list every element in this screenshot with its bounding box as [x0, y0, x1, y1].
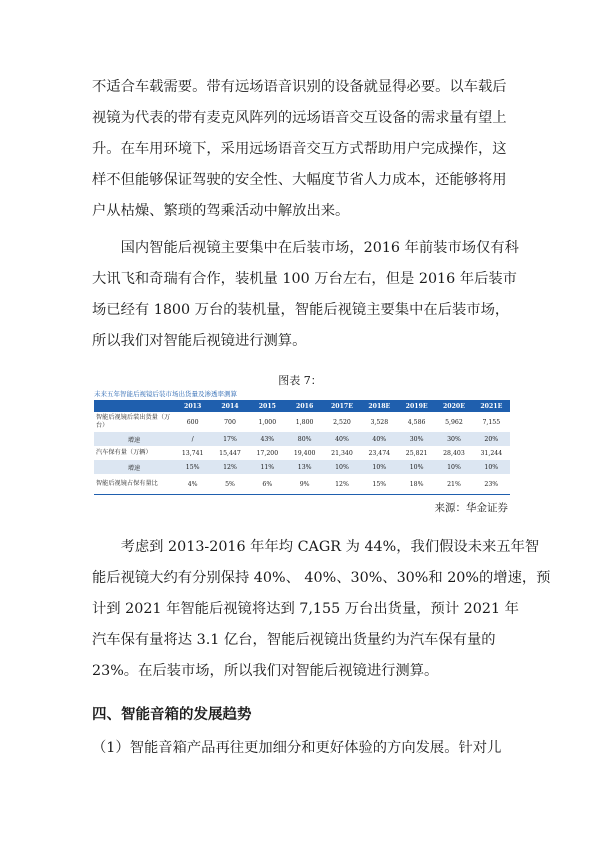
text-line: （1）智能音箱产品再往更加细分和更好体验的方向发展。针对儿 — [92, 740, 502, 756]
header-cell: 2016 — [286, 400, 323, 412]
table-cell: 4,586 — [407, 418, 426, 426]
table-cell: 28,403 — [443, 449, 465, 457]
text-line: 大讯飞和奇瑞有合作，装机量 100 万台左右，但是 2016 年后装市 — [92, 271, 517, 287]
header-cell: 2015 — [249, 400, 286, 412]
row-label: 汽车保有量（万辆） — [96, 449, 152, 456]
text-line: 所以我们对智能后视镜进行测算。 — [92, 333, 307, 349]
text-line: 场已经有 1800 万台的装机量，智能后视镜主要集中在后装市场， — [92, 302, 510, 318]
row-label: 智能后视镜后装出货量（万台） — [96, 414, 171, 429]
table-cell: / — [174, 432, 211, 446]
table-cell: 5% — [225, 480, 235, 488]
figure-caption: 图表 7： — [278, 374, 322, 387]
table-cell: 13% — [286, 460, 323, 474]
table-cell: 21% — [447, 480, 461, 488]
header-cell — [94, 400, 174, 412]
text-line: 计到 2021 年智能后视镜将达到 7,155 万台出货量，预计 2021 年 — [92, 601, 519, 617]
table-cell: 10% — [473, 460, 510, 474]
row-label: 增速 — [94, 432, 174, 446]
table-cell: 43% — [249, 432, 286, 446]
text-line: 户从枯燥、繁琐的驾乘活动中解放出来。 — [92, 203, 350, 219]
table-cell: 5,962 — [445, 418, 463, 426]
table-cell: 30% — [435, 432, 472, 446]
table-cell: 15% — [372, 480, 387, 488]
header-cell: 2014 — [211, 400, 248, 412]
table-cell: 10% — [323, 460, 360, 474]
text-line: 视镜为代表的带有麦克风阵列的远场语音交互设备的需求量有望上 — [92, 110, 507, 126]
table-title: 未来五年智能后视镜后装市场出货量及渗透率测算 — [94, 390, 237, 398]
table-cell: 10% — [398, 460, 435, 474]
table-cell: 23,474 — [368, 449, 391, 457]
table-cell: 30% — [398, 432, 435, 446]
table-cell: 40% — [323, 432, 360, 446]
header-cell: 2019E — [398, 400, 435, 412]
table-cell: 20% — [473, 432, 510, 446]
table-cell: 12% — [211, 460, 248, 474]
table-cell: 17% — [211, 432, 248, 446]
table-row — [94, 474, 510, 494]
text-line: 汽车保有量将达 3.1 亿台，智能后视镜出货量约为汽车保有量的 — [92, 632, 496, 648]
row-label: 增速 — [94, 460, 174, 474]
table-cell: 18% — [409, 480, 424, 488]
data-table — [94, 400, 510, 494]
figure-table-container — [94, 389, 510, 495]
table-cell: 9% — [299, 480, 310, 488]
text-line: 考虑到 2013-2016 年年均 CAGR 为 44%，我们假设未来五年智 — [92, 539, 540, 555]
table-cell: 31,244 — [480, 449, 503, 457]
table-cell: 1,800 — [295, 418, 314, 426]
header-cell: 2018E — [361, 400, 398, 412]
header-cell: 2013 — [174, 400, 211, 412]
table-row — [94, 432, 510, 446]
text-line: 样不但能够保证驾驶的安全性、大幅度节省人力成本，还能够将用 — [92, 172, 507, 188]
text-line: 能后视镜大约有分别保持 40%、 40%、30%、30%和 20%的增速，预 — [92, 570, 551, 586]
table-cell: 600 — [186, 418, 199, 426]
text-line: 不适合车载需要。带有远场语音识别的设备就显得必要。以车载后 — [92, 79, 507, 95]
table-cell: 15% — [174, 460, 211, 474]
table-bottom-rule — [94, 494, 510, 495]
table-cell: 10% — [361, 460, 398, 474]
table-header-row — [94, 400, 510, 412]
paragraph-3 — [92, 532, 551, 687]
table-cell: 10% — [435, 460, 472, 474]
table-cell: 23% — [484, 480, 499, 488]
paragraph-4 — [92, 733, 522, 764]
table-cell: 6% — [262, 480, 273, 488]
table-cell: 12% — [335, 480, 349, 488]
table-cell: 17,200 — [256, 449, 279, 457]
text-line: 23%。在后装市场，所以我们对智能后视镜进行测算。 — [92, 663, 439, 679]
table-row — [94, 412, 510, 432]
text-line: 国内智能后视镜主要集中在后装市场，2016 年前装市场仅有科 — [92, 240, 519, 256]
figure-source: 来源：华金证券 — [434, 502, 508, 514]
paragraph-2 — [92, 233, 522, 357]
table-cell: 19,400 — [293, 449, 316, 457]
table-cell: 3,528 — [370, 418, 389, 426]
table-cell: 1,000 — [258, 418, 277, 426]
header-cell: 2020E — [435, 400, 472, 412]
table-cell: 700 — [224, 418, 236, 426]
table-cell: 4% — [187, 480, 198, 488]
table-row — [94, 446, 510, 460]
table-cell: 15,447 — [219, 449, 241, 457]
header-cell: 2017E — [323, 400, 360, 412]
table-cell: 21,340 — [331, 449, 353, 457]
table-cell: 7,155 — [482, 418, 501, 426]
text-line: 升。在车用环境下，采用远场语音交互方式帮助用户完成操作，这 — [92, 141, 507, 157]
header-cell: 2021E — [473, 400, 510, 412]
paragraph-1 — [92, 72, 522, 227]
table-cell: 40% — [361, 432, 398, 446]
table-cell: 25,821 — [405, 449, 428, 457]
row-label: 智能后视镜占保有量比 — [96, 480, 158, 487]
table-cell: 13,741 — [181, 449, 204, 457]
table-cell: 11% — [249, 460, 286, 474]
table-row — [94, 460, 510, 474]
section-heading: 四、智能音箱的发展趋势 — [92, 706, 252, 723]
table-cell: 80% — [286, 432, 323, 446]
table-cell: 2,520 — [333, 418, 351, 426]
